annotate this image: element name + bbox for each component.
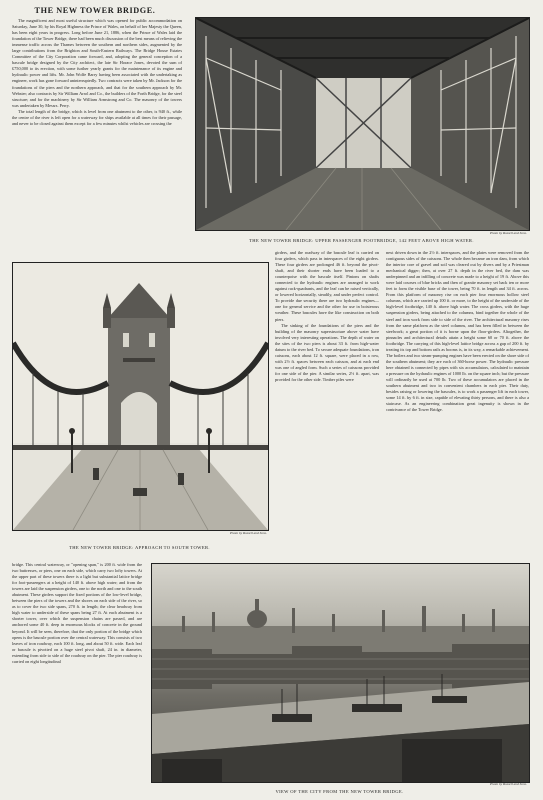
approach-photo xyxy=(12,262,269,531)
city-credit: Photo by Russell and Sons. xyxy=(490,782,527,786)
footbridge-credit: Photo by Russell and Sons. xyxy=(490,231,527,235)
article-column-3 xyxy=(386,250,529,532)
article-title: THE NEW TOWER BRIDGE. xyxy=(34,6,156,15)
footbridge-photo xyxy=(195,17,530,231)
city-view-photo xyxy=(151,563,530,783)
article-column-2 xyxy=(275,250,379,532)
approach-caption: THE NEW TOWER BRIDGE: APPROACH TO SOUTH TOWER. xyxy=(69,545,210,550)
article-column-4 xyxy=(12,562,142,794)
paragraph: The magnificent and most useful structure which was opened for public accommodation on Saturday, June 30, by his Royal Highness the Prince of Wales, on behalf of her Majesty the Queen, has been eight years in progress. Long before June 21, 1886, when the Prince of Wales laid the foundation of the Tower Bridge, there had been much discussion of the best means of relieving the immense traffic across the Thames between the southern and northern sides, augmented by the large contributions from the Brighton and South-Eastern Railways. The Bridge House Estates Committee of the City Corporation came forward, and, adopting the general conception of a bascule bridge designed by the City architect, the late Sir Horace Jones, devoted the sum of £750,000 to its erection, with some further yearly grants for the maintenance of its engine and hydraulic power and lifts. Mr. John Wolfe Barry having been associated with the undertaking as engineer, work has gone forward uninterruptedly. Two contracts were taken by Mr. Jackson for the foundations of the piers and the northern approach, and that for the southern approach by Mr. Webster; also contracts by Sir William Arrol and Co., the builders of the Forth Bridge, for the steel structure; and for the machinery by Sir William Armstrong and Co. The masonry of the towers was undertaken by Messrs. Perry. xyxy=(12,18,182,108)
article-column-1 xyxy=(12,18,182,216)
paragraph: next driven down in the 2½ ft. interspaces, and the plates were removed from the contiguous sides of the caissons. The whole then became an iron dam, from which the interior core of gravel and soil was cleared out by divers and by a Priestman mechanical digger; then, at over 27 ft. depth in the river bed, the dam was underpinned and an infilling of concrete was made to a height of 19 ft. Above this were laid courses of blue bricks and then of granite masonry set back ten or more feet to form the visible base of the tower, being 70 ft. in length and 34 ft. across. From this platform of masonry rise on each pier four enormous hollow steel columns, which are carried up 100 ft. or more, to the height of the underside of the high-level footbridge, 140 ft. above high water. The cross girders, with the huge suspension girders, being attached to the columns, bind together the whole of the steel and iron work from side to side of the river. The architectural masonry rises from the same platform as the steel columns, and has been filled in between the steelwork; a great portion of it is borne upon the floor-girders. Altogether, the pinnacles and architectural details attain a height some 60 or 70 ft. above the footbridge. The carrying of this high-level lattice bridge across a gap of 200 ft. by treating its top and bottom rails as booms is, in its way, a remarkable achievement. The boilers and two steam-pumping engines have been erected on the shore side of the southern abutment; they are each of 360-horse power. The hydraulic pressure here obtained is connected by pipes with six accumulators, calculated to maintain a pressure on the hydraulic engines of 1000 lb. on the square inch; but the pressure will ordinarily be used at 700 lb. Two of these accumulators are placed in the southern abutment and two in convenient chambers in each pier. Their duty, besides raising or lowering the bascules, is to work a passenger lift in each tower, some 14 ft. by 6 ft. in size, capable of elevating thirty persons, and there is also a staircase. As an engineering combination great ingenuity is shown in the contrivance of the Tower Bridge. xyxy=(386,250,529,413)
city-caption: VIEW OF THE CITY FROM THE NEW TOWER BRIDGE. xyxy=(275,789,404,794)
approach-credit: Photo by Russell and Sons. xyxy=(230,531,267,535)
paragraph: The sinking of the foundations of the piers and the building of the masonry superstructure above water have involved very interesting operations. The depth of water on the sites of the two piers is about 33 ft. from high-water datum to the river bed. To secure adequate foundations, iron caissons, each about 12 ft. square, were placed in a row, with 2½ ft. spaces between each caisson, and at each end was one of angled form. Such a series of caissons provided for one side of the pier. A similar series, 2½ ft. apart, was provided for the other side. Timber piles were xyxy=(275,322,379,382)
footbridge-caption: THE NEW TOWER BRIDGE: UPPER PASSENGER FOOTBRIDGE, 142 FEET ABOVE HIGH WATER. xyxy=(249,238,474,243)
footbridge-illustration xyxy=(196,18,529,230)
approach-illustration xyxy=(13,263,268,530)
city-view-illustration xyxy=(152,564,529,782)
paragraph: bridge. This central waterway, or "opening span," is 200 ft. wide from the two buttresses, or piers, one on each side, which carry two lofty towers. At the upper part of these towers there is a light but substantial lattice bridge for foot-passengers at a height of 140 ft. above high water; and from the towers are laid the suspension girders, one to the north and one to the south abutment. These girders support the fixed portions of the low-level bridge, between the piers of the towers and the shores on each side of the river, so as to cover the two side spans, 270 ft. in length; the clear headway from high water to underside of these spans being 27 ft. At each abutment is a shorter tower, over which the suspension chains are passed, and are anchored some 40 ft. deep in enormous blocks of concrete in the ground beyond. It will be seen, therefore, that the only portion of the bridge which opens is the bascule portion over the central waterway. This consists of two leaves of iron roadway, each 100 ft. long, and about 50 ft. wide. Each leaf or bascule is pivotted on a huge steel pivot shaft, 24 in. in diameter, extending from side to side of the roadway on the pier. The pier roadway is carried on eight longitudinal xyxy=(12,562,142,664)
paragraph: The total length of the bridge, which is level from one abutment to the other, is 940 ft., while the centre of the river is left open for a waterway for ships available at all times for their passage, and never to be closed against them except for a few minutes whilst vehicles are crossing the xyxy=(12,108,182,126)
paragraph: girders, and the roadway of the bascule leaf is carried on four girders, which pass in interspaces of the eight girders. These four girders are prolonged 46 ft. beyond the pivot-shaft, and their shorter ends have been loaded to a counterpoise with the bascule itself. Pinions on shafts connected to the hydraulic engines are arranged to work against rack-quadrants, and the leaf can be raised vertically, or lowered horizontally, steadily, and under perfect control. To provide due security there are two hydraulic engines—one for general service and the other for use in boisterous weather. These bascules have the like construction on both piers. xyxy=(275,250,379,322)
